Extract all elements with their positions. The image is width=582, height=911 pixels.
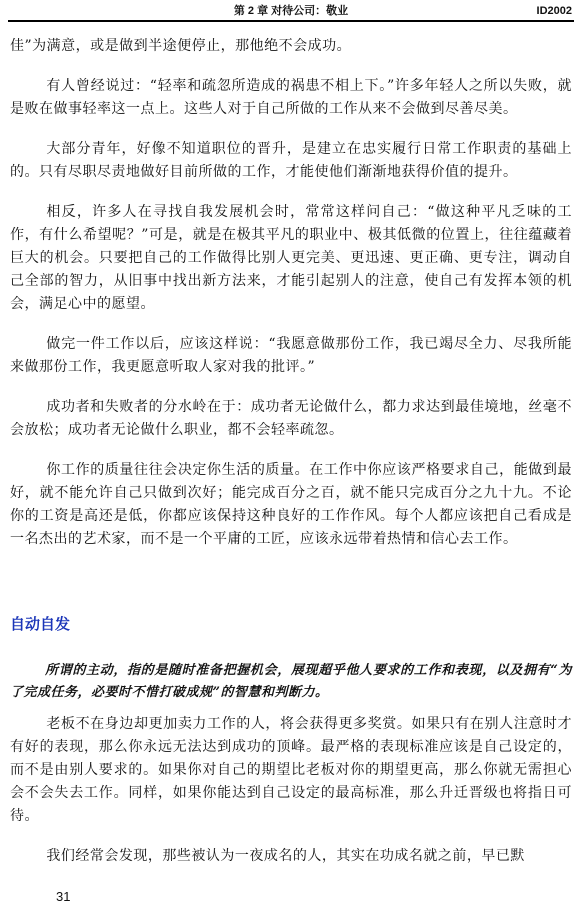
paragraph-truncated: 我们经常会发现，那些被认为一夜成名的人，其实在功成名就之前，早已默 bbox=[46, 848, 525, 864]
paragraph: 你工作的质量往往会决定你生活的质量。在工作中你应该严格要求自己，能做到最好，就不能允许自己只做到次好；能完成百分之百，就不能只完成百分之九十九。不论你的工资是高还是低，你都应该保持这种良好的工作作风。每个人都应该把自己看成是一名杰出的艺术家，而不是一个平庸的工匠，应该永远带着热情和信心去工作。 bbox=[10, 462, 572, 547]
document-id: ID2002 bbox=[536, 5, 572, 17]
paragraph: 老板不在身边却更加卖力工作的人，将会获得更多奖赏。如果只有在别人注意时才有好的表现，那么你永远无法达到成功的顶峰。最严格的表现标准应该是自己设定的，而不是由别人要求的。如果你对自己的期望比老板对你的期望更高，那么你就无需担心会不会失去工作。同样，如果你能达到自己设定的最高标准，那么升迁晋级也将指日可待。 bbox=[10, 716, 572, 824]
paragraph: 成功者和失败者的分水岭在于：成功者无论做什么，都力求达到最佳境地，丝毫不会放松；成功者无论做什么职业，都不会轻率疏忽。 bbox=[10, 399, 572, 438]
paragraph: 大部分青年，好像不知道职位的晋升，是建立在忠实履行日常工作职责的基础上的。只有尽职尽责地做好目前所做的工作，才能使他们渐渐地获得价值的提升。 bbox=[10, 141, 572, 180]
body-text-section bbox=[10, 713, 572, 885]
paragraph: 有人曾经说过：“轻率和疏忽所造成的祸患不相上下。”许多年轻人之所以失败，就是败在做事轻率这一点上。这些人对于自己所做的工作从来不会做到尽善尽美。 bbox=[10, 78, 572, 117]
paragraph: 做完一件工作以后，应该这样说：“我愿意做那份工作，我已竭尽全力、尽我所能来做那份工作，我更愿意听取人家对我的批评。” bbox=[10, 336, 572, 375]
chapter-title: 第 2 章 对待公司：敬业 bbox=[233, 5, 349, 17]
section-heading: 自动自发 bbox=[10, 615, 71, 633]
body-text-top bbox=[10, 35, 572, 568]
section-quote: 所谓的主动，指的是随时准备把握机会，展现超乎他人要求的工作和表现，以及拥有“为了完成任务，必要时不惜打破成规”的智慧和判断力。 bbox=[10, 663, 572, 700]
paragraph: 相反，许多人在寻找自我发展机会时，常常这样问自己：“做这种平凡乏味的工作，有什么希望呢？”可是，就是在极其平凡的职业中、极其低微的位置上，往往蕴藏着巨大的机会。只要把自己的工作做得比别人更完美、更迅速、更正确、更专注，调动自己全部的智力，从旧事中找出新方法来，才能引起别人的注意，使自己有发挥本领的机会，满足心中的愿望。 bbox=[10, 204, 572, 312]
page-header bbox=[8, 4, 574, 22]
paragraph-continuation: 佳”为满意，或是做到半途便停止，那他绝不会成功。 bbox=[10, 38, 352, 54]
page-number: 31 bbox=[56, 889, 71, 904]
